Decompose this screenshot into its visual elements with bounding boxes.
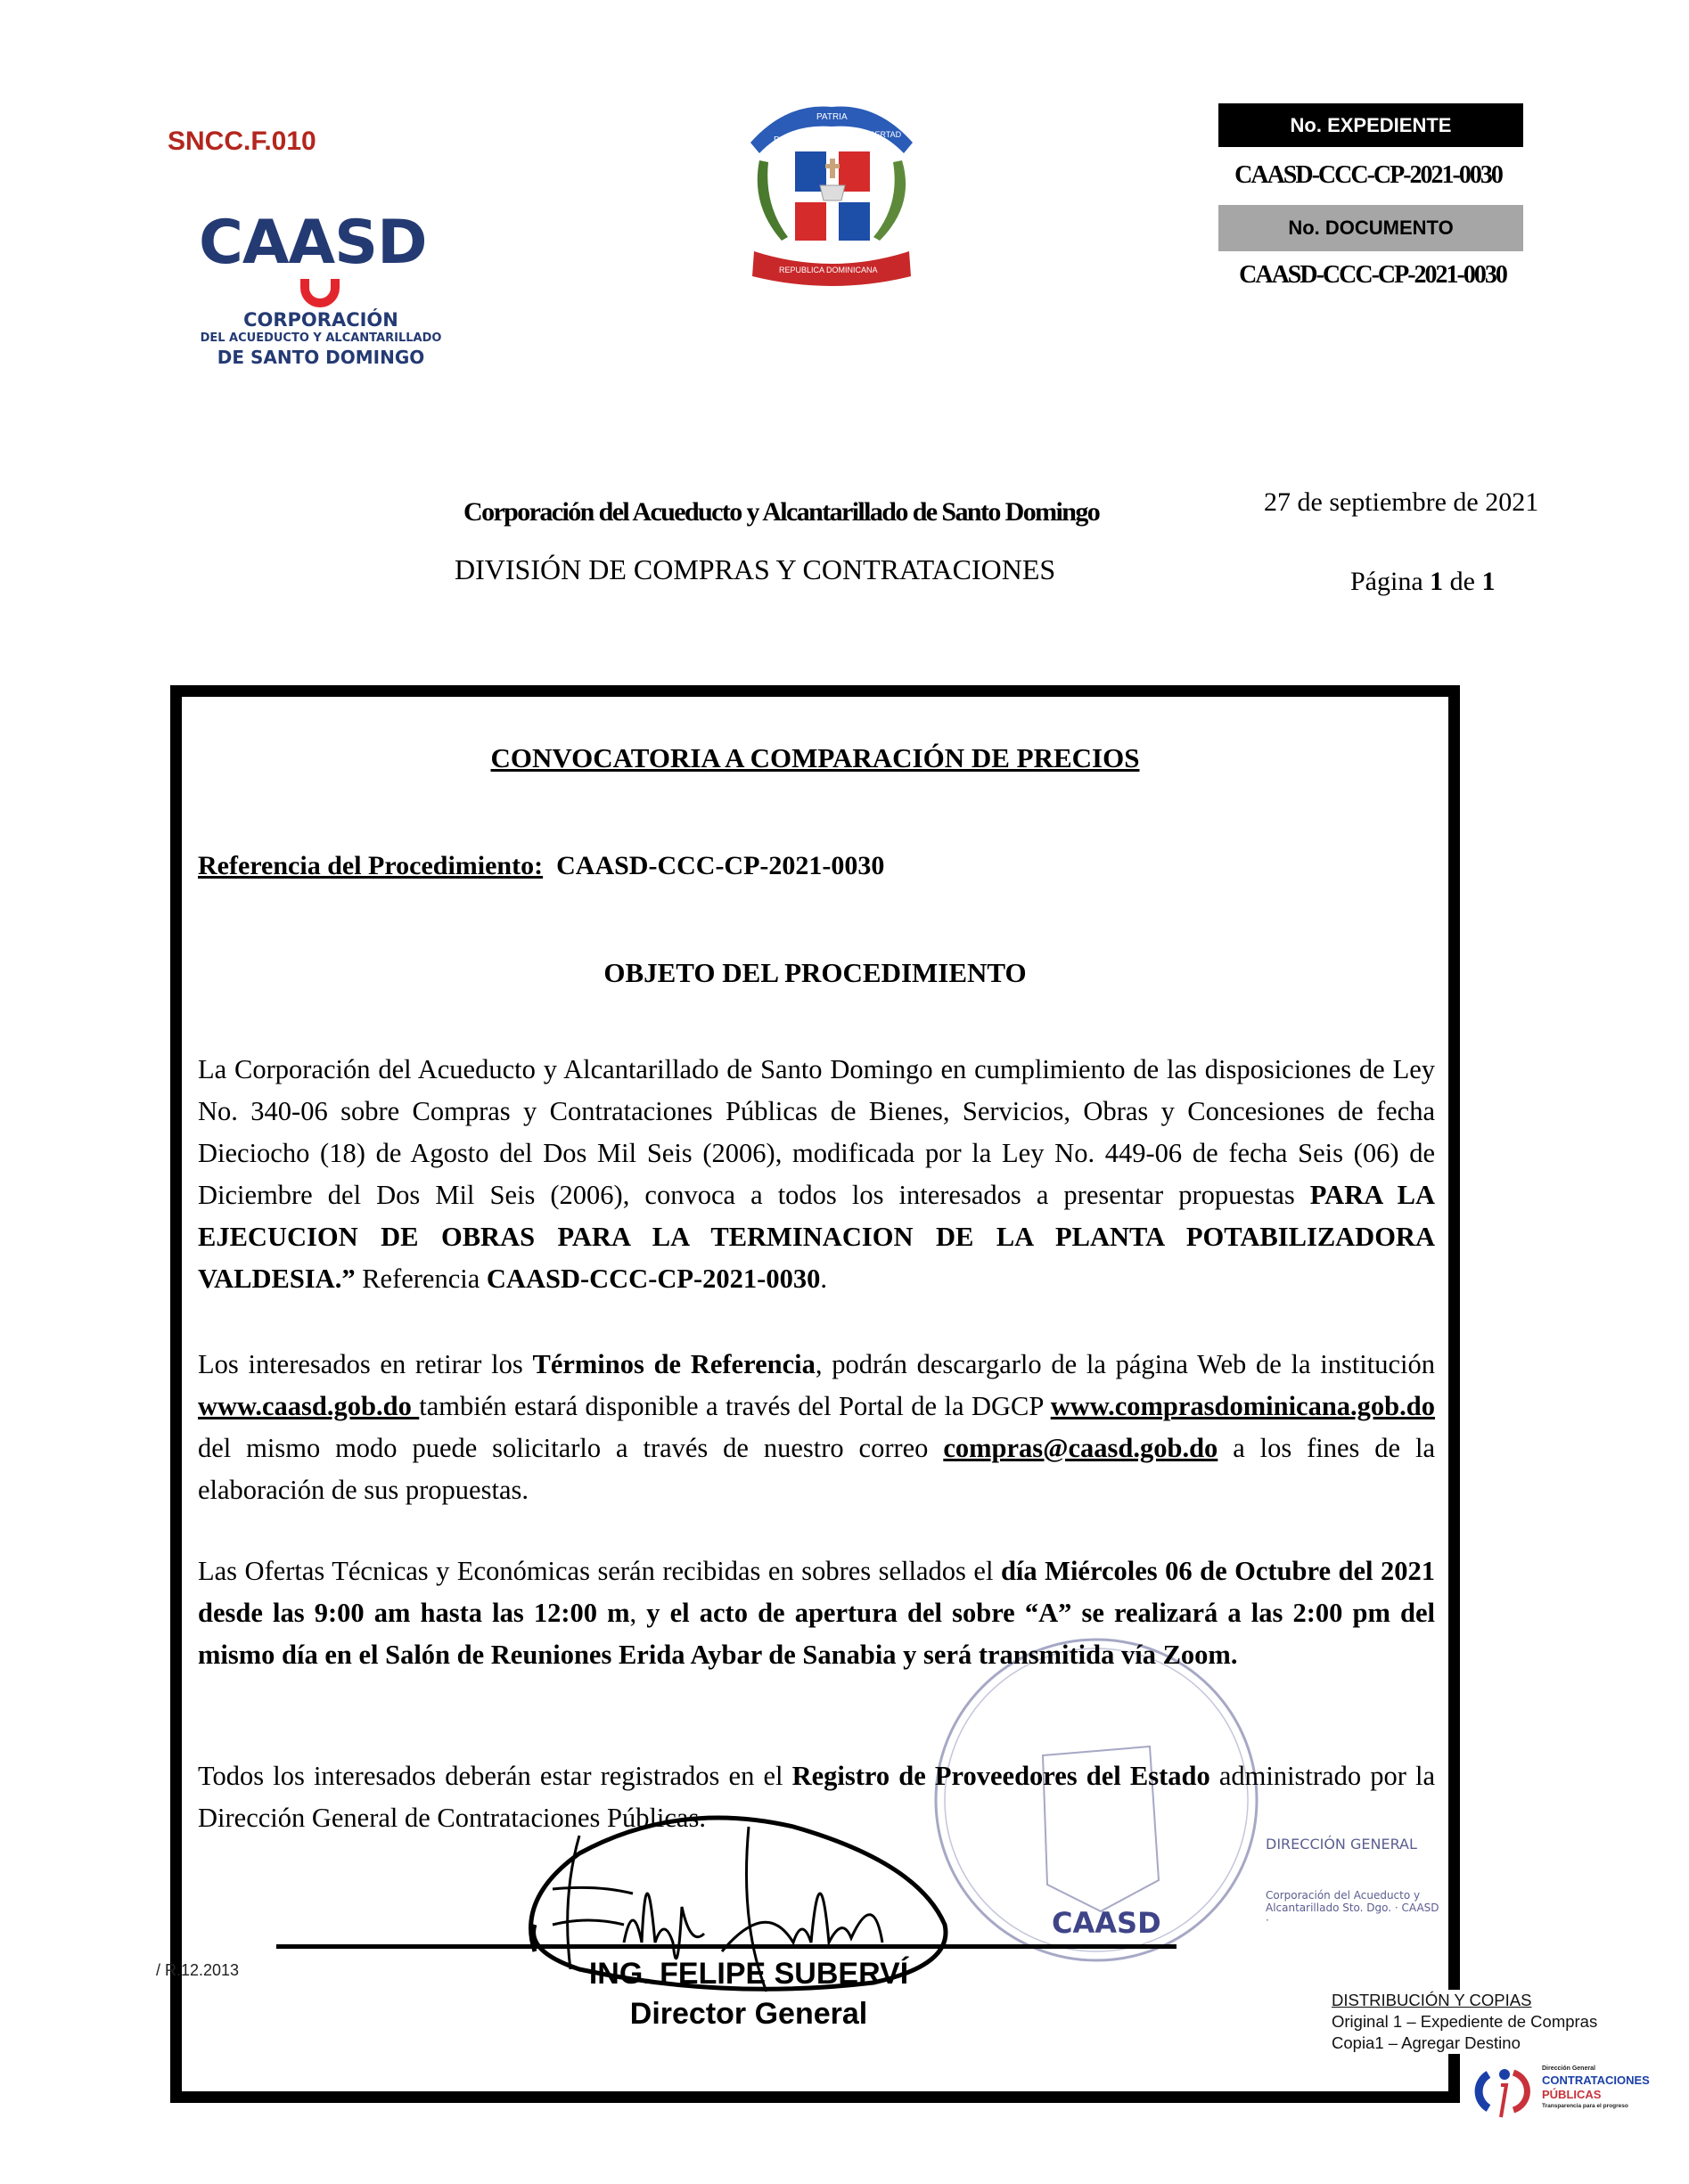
reference-label: Referencia del Procedimiento:: [198, 851, 544, 880]
institution-name: Corporación del Acueducto y Alcantarillado de Santo Domingo: [463, 497, 1100, 527]
motto-right: LIBERTAD: [863, 130, 902, 139]
p4-t2: administrado por la Dirección General de Contrataciones Públicas.: [198, 1761, 1436, 1833]
caasd-logo-line1: CORPORACIÓN: [243, 309, 398, 331]
document-title: [170, 741, 1460, 775]
p2-t5: a los fines de la elaboración de sus propuestas.: [198, 1433, 1435, 1505]
page-current: 1: [1430, 567, 1444, 596]
seal-inner-text: DIRECCIÓN GENERAL: [1266, 1836, 1417, 1853]
caasd-logo-line2: DEL ACUEDUCTO Y ALCANTARILLADO: [200, 331, 442, 345]
dgcp-logo-icon: [1471, 2065, 1685, 2119]
objeto-heading: OBJETO DEL PROCEDIMIENTO: [603, 957, 1027, 988]
dgcp-line4: Transparencia para el progreso: [1542, 2103, 1628, 2109]
page-prefix: Página: [1350, 567, 1431, 596]
page-total: 1: [1481, 567, 1496, 596]
caasd-drop-icon: [300, 279, 340, 307]
caasd-logo-word: CAASD: [199, 208, 427, 278]
paragraph-terminos: [198, 1344, 1435, 1511]
p2-t1: Los interesados en retirar los: [198, 1349, 533, 1379]
expediente-label: No. EXPEDIENTE: [1218, 103, 1523, 147]
page-indicator: [1350, 566, 1495, 598]
caasd-logo-icon: [192, 200, 450, 370]
motto-center: PATRIA: [816, 112, 848, 122]
link-caasd-website[interactable]: www.caasd.gob.do: [198, 1391, 420, 1421]
dgcp-line1: Dirección General: [1542, 2065, 1595, 2072]
p4-registro: Registro de Proveedores del Estado: [791, 1761, 1210, 1791]
dgcp-line2: CONTRATACIONES: [1542, 2074, 1650, 2087]
form-revision-code: / R.12.2013: [156, 1961, 240, 1979]
paragraph-ofertas: [198, 1550, 1435, 1676]
form-code: SNCC.F.010: [168, 127, 316, 156]
p1-text: La Corporación del Acueducto y Alcantarillado de Santo Domingo en cumplimiento de las disposiciones de Ley No. 340-06 sobre Compras y Contrataciones Públicas de Bienes, Servicios, Obras y Concesiones de fecha Dieciocho (18) de Agosto del Dos Mil Seis (2006), modificada por la Ley No. 449-06 de fecha Seis (06) de Diciembre del Dos Mil Seis (2006), convoca a todos los interesados a presentar propuestas: [198, 1054, 1435, 1210]
signature-line: [276, 1944, 1177, 1949]
paragraph-convocatoria: [198, 1049, 1435, 1300]
p3-fecha: día Miércoles 06 de Octubre del 2021 desde las 9:00 am hasta las 12:00 m: [198, 1556, 1436, 1628]
p3-t1: Las Ofertas Técnicas y Económicas serán recibidas en sobres sellados el: [198, 1556, 1001, 1586]
p3-t2: ,: [629, 1598, 647, 1628]
signer-name: ING. FELIPE SUBERVÍ: [588, 1957, 909, 1991]
p1-end: .: [820, 1264, 827, 1294]
documento-label: No. DOCUMENTO: [1218, 205, 1523, 251]
p2-t4: del mismo modo puede solicitarlo a través de nuestro correo: [198, 1433, 944, 1463]
coat-ribbon: REPUBLICA DOMINICANA: [779, 266, 878, 274]
p2-terminos: Términos de Referencia: [532, 1349, 816, 1379]
distribution-block: [1330, 1990, 1599, 2054]
procedure-reference: [198, 850, 884, 882]
motto-left: DIOS: [774, 135, 796, 145]
p4-t1: Todos los interesados deberán estar registrados en el: [198, 1761, 792, 1791]
signer-title: Director General: [629, 1997, 868, 2031]
p1-reference: CAASD-CCC-CP-2021-0030: [486, 1264, 821, 1294]
p1-text2: Referencia: [355, 1264, 487, 1294]
document-date: 27 de septiembre de 2021: [1264, 487, 1539, 517]
caasd-logo-line3: DE SANTO DOMINGO: [217, 347, 425, 368]
seal-center-text: CAASD: [1052, 1906, 1161, 1940]
title-text: CONVOCATORIA A COMPARACIÓN DE PRECIOS: [490, 742, 1140, 773]
expediente-value: CAASD-CCC-CP-2021-0030: [1234, 161, 1502, 189]
dgcp-emblem-icon: [1471, 2065, 1542, 2119]
distribution-heading: DISTRIBUCIÓN Y COPIAS: [1332, 1991, 1532, 2009]
p2-t3: también estará disponible a través del Portal de la DGCP: [419, 1391, 1051, 1421]
page-of: de: [1443, 567, 1482, 596]
dominican-coat-of-arms-icon: [733, 98, 931, 290]
p1-object: PARA LA EJECUCION DE OBRAS PARA LA TERMINACION DE LA PLANTA POTABILIZADORA VALDESIA.”: [198, 1180, 1436, 1294]
link-compras-dominicana[interactable]: www.comprasdominicana.gob.do: [1050, 1391, 1435, 1421]
dgcp-line3: PÚBLICAS: [1542, 2088, 1602, 2101]
seal-outer-text: Corporación del Acueducto y Alcantarillado Sto. Dgo. · CAASD ·: [1266, 1889, 1439, 1926]
reference-value: CAASD-CCC-CP-2021-0030: [556, 851, 885, 880]
p2-t2: , podrán descargarlo de la página Web de la institución: [815, 1349, 1435, 1379]
distribution-line1: Original 1 – Expediente de Compras: [1332, 2012, 1598, 2031]
distribution-line2: Copia1 – Agregar Destino: [1332, 2033, 1521, 2052]
p3-apertura: y el acto de apertura del sobre “A” se realizará a las 2:00 pm del mismo día en el Salón de Reuniones Erida Aybar de Sanabia y será transmitida vía Zoom.: [198, 1598, 1435, 1670]
division-name: DIVISIÓN DE COMPRAS Y CONTRATACIONES: [455, 553, 1056, 585]
link-compras-email[interactable]: compras@caasd.gob.do: [943, 1433, 1218, 1463]
documento-value: CAASD-CCC-CP-2021-0030: [1239, 261, 1506, 289]
